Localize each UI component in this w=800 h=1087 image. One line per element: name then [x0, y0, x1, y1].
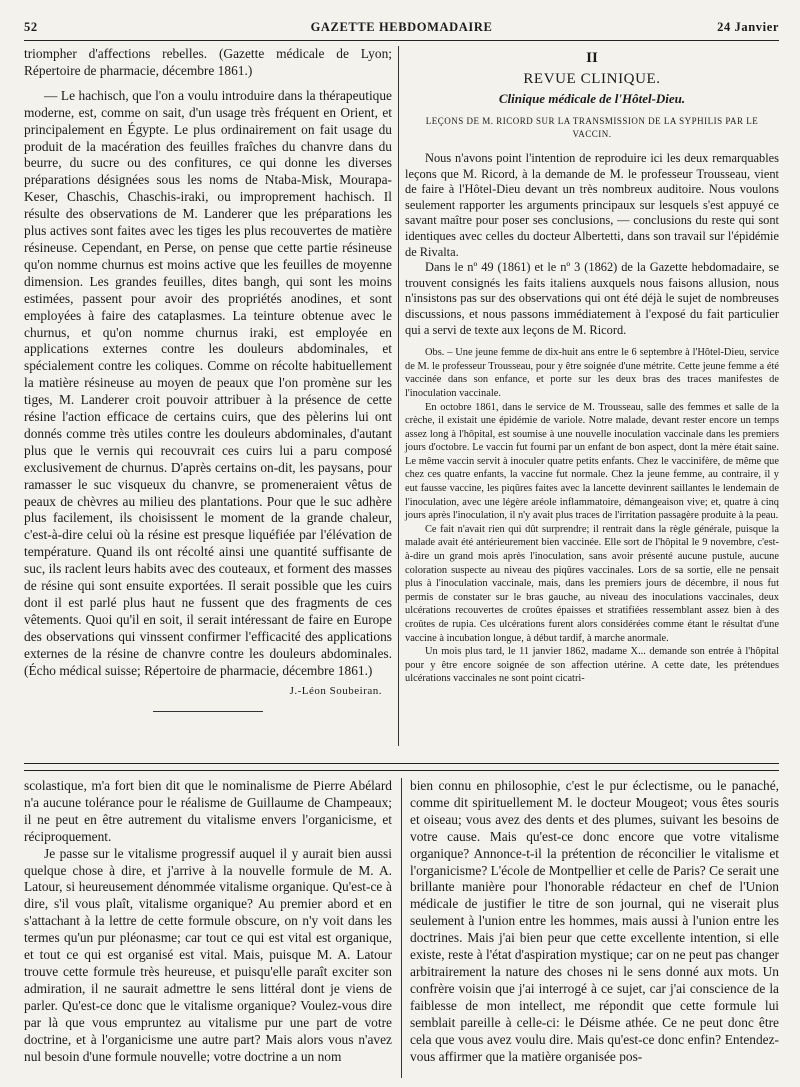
paragraph: Nous n'avons point l'intention de reproduire ici les deux remarquables leçons que M. Ricord, à la demande de M. le professeur Trousseau, vient de faire à l'Hôtel-Dieu devant un très nombreux auditoire. Nous voulons seulement rapporter les arguments principaux sur lesquels s'est appuyé ce savant maître pour poser ses conclusions, — conclusions du reste qui sont identiques avec celles du docteur Albertetti, dans son travail sur l'épidémie de Rivalta.	[405, 151, 779, 259]
section-number: II	[586, 50, 598, 66]
paragraph: Dans le nº 49 (1861) et le nº 3 (1862) de la Gazette hebdomadaire, se trouvent consignés les faits italiens auxquels nous faisons allusion, nous n'insistons pas sur des observations qui ont été déjà le sujet de nombreuses discussions, et nous passons immédiatement à l'exposé du fait particulier qui a servi de texte aux leçons de M. Ricord.	[405, 260, 779, 337]
hachisch-article: — Le hachisch, que l'on a voulu introduire dans la thérapeutique moderne, est, comme on sait, d'un usage très fréquent en Orient, et principalement en Égypte. Le plus ordinairement on fait usage du produit de la macération des feuilles fraîches du chanvre dans du beurre, du sucre ou des confitures, ce qui donne les diverses préparations désignées sous les noms de Ntaba-Misk, Mourapa-Keser, Chaschis, Chaschis-iraki, ou improprement hachisch. Il résulte des observations de M. Landerer que les préparations les plus actives sont faites avec les tiges les plus recouvertes de matière résineuse. Cependant, en Perse, on pense que cette partie résineuse qu'on nomme churnus est moins active que les feuilles de moyenne dimension. Les grandes feuilles, dites bangh, qui sont les moins estimées, passent pour avoir des propriétés anodines, et sont employées à faire des cataplasmes. La teinture obtenue avec le churnus, et qu'on nomme churnus iraki, est employée en applications externes contre les douleurs abdominales, et spécialement contre les coliques. Comme on récolte habituellement la matière résineuse au moyen de peaux que l'on promène sur les tiges, M. Landerer croit pouvoir attribuer à la présence de cette résine l'action efficace de certains cuirs, que des pèlerins lui ont donnés comme très utiles contre les douleurs abdominales, d'autant plus que le vernis qui recouvrait ces cuirs lui a paru composé exclusivement de churnus. D'après certains on-dit, les paysans, pour ramasser le suc visqueux du chanvre, se promeneraient vêtus de peaux de chèvres au milieu des plantations. Pour que le suc adhère plus facilement, ils choisissent le moment de la grande chaleur, c'est-à-dire celui où la résine est presque liquéfiée par l'élévation de température. Quand ils ont récolté ainsi une quantité suffisante de suc, ils raclent leurs habits avec des couteaux, et forment des masses de résine qui sont ensuite exportées. Il serait possible que les cuirs dont il est parlé plus haut ne fussent que des fragments de ces vêtements. Quoi qu'il en soit, il serait intéressant de faire en Europe des observations qui vinssent confirmer l'efficacité des applications externes de la résine de chanvre contre les douleurs abdominales. (Écho médical suisse; Répertoire de pharmacie, décembre 1861.)	[24, 87, 392, 678]
paragraph: Je passe sur le vitalisme progressif auquel il y aurait bien aussi quelque chose à dire, et j'arrive à la nouvelle formule de M. A. Latour, si heureusement dénommée vitalisme organique. Qu'est-ce à dire, s'il vous plaît, vitalisme organique? Au premier abord et en s'attachant à la lettre de cette formule obscure, on n'y voit dans les termes qu'un pur pléonasme; car tout ce qui est vital est organique, et tout ce qui est organisé est vital. Mais, puisque M. A. Latour trouve cette formule très heureuse, et puisqu'elle paraît exciter son admiration, il ne saurait admettre le sens littéral dont je viens de parler. Qu'est-ce donc que le vitalisme organique? Voulez-vous dire par là que vous empruntez au vitalisme pur une part de votre doctrine, et à l'organicisme une autre part? Mais alors vous n'avez nul besoin d'une formule nouvelle; votre doctrine a un nom	[24, 845, 392, 1064]
paragraph: bien connu en philosophie, c'est le pur éclectisme, ou le panaché, comme dit spirituellement M. le docteur Mougeot; vous êtes souris et oiseau; vous avez des dents et des plumes, suivant les besoins de votre cause. Mais qu'est-ce donc encore que votre vitalisme organique? Annonce-t-il la prétention de réconcilier le vitalisme et l'organicisme? L'école de Montpellier et celle de Paris? Ce serait une brillante manière pour l'honorable rédacteur en chef de l'Union médicale de justifier le titre de son journal, qui ne viserait plus seulement à l'union entre les hommes, mais aussi à l'union entre les doctrines. Mais j'ai bien peur que cette excellente intention, si elle existe, reste à l'état d'aspiration mystique; car on ne peut pas changer arbitrairement la nature des choses ni le sens donné aux mots. Un confrère voisin que j'ai interrogé à ce sujet, car j'ai conscience de la faiblesse de mon intellect, me répondit que cette formule lui semblait pareille à celle-ci: le Déisme athée. Ce ne peut donc être cela que vous avez voulu dire. Mais qu'est-ce donc enfin? Entendez-vous affirmer que la matière organisée pos-	[410, 778, 779, 1064]
section-divider	[24, 763, 779, 764]
upper-right-column	[405, 46, 779, 686]
lecture-heading: LEÇONS DE M. RICORD SUR LA TRANSMISSION DE LA SYPHILIS PAR LE VACCIN.	[425, 116, 759, 139]
observation-paragraph: En octobre 1861, dans le service de M. Trousseau, salle des femmes et salle de la crèche, il existait une épidémie de variole. Notre malade, devant rester encore un temps assez long à l'hôpital, est soumise à une nouvelle inoculation vaccinale dans les premiers jours d'octobre. Le vaccin fut fourni par un enfant de bon aspect, dont la mère était saine. Le même vaccin servit à inoculer quatre petits enfants. Chez le vaccinifère, de même que chez ces quatre enfants, la vaccine fut normale. Chez la jeune femme, au contraire, il y eut fausse vaccine, les piqûres faites avec la lancette devinrent saillantes le lendemain de l'inoculation, avec une légère aréole inflammatoire, démangeaison vive; et, quatre à cinq jours après l'inoculation, il n'y avait plus traces de l'irritation passagère produite à la peau.	[405, 401, 779, 522]
lower-right-column	[410, 778, 779, 1065]
lower-left-column	[24, 778, 392, 1065]
section-title: REVUE CLINIQUE.	[523, 71, 661, 87]
column-divider	[398, 46, 399, 746]
feuilleton-section	[24, 778, 779, 1078]
page-number: 52	[24, 20, 38, 34]
issue-date: 24 Janvier	[717, 20, 779, 34]
observation-paragraph: Obs. – Une jeune femme de dix-huit ans entre le 6 septembre à l'Hôtel-Dieu, service de M. le professeur Trousseau, pour y être soignée d'une métrite. Cette jeune femme a été vaccinée dans son enfance, et porte sur les deux bras des traces manifestes de l'inoculation vaccinale.	[405, 347, 779, 399]
newspaper-page	[24, 18, 779, 1078]
paragraph: scolastique, m'a fort bien dit que le nominalisme de Pierre Abélard n'a aucune tolérance pour le réalisme de Guillaume de Champeaux; il ne peut en être autrement du vitalisme envers l'organicisme, et réciproquement.	[24, 778, 392, 844]
author-signature: J.-Léon Soubeiran.	[289, 684, 382, 697]
observation-paragraph: Un mois plus tard, le 11 janvier 1862, madame X... demande son entrée à l'hôpital pour y être encore soignée de son affection utérine. A cette date, les prétendues ulcérations vaccinales ne sont point cicatri-	[405, 646, 779, 685]
section-subtitle: Clinique médicale de l'Hôtel-Dieu.	[498, 91, 686, 106]
divider	[153, 711, 263, 712]
section-divider	[24, 770, 779, 771]
observation-paragraph: Ce fait n'avait rien qui dût surprendre; il rentrait dans la règle générale, puisque la malade avait été antérieurement bien vaccinée. Elle sort de l'hôpital le 9 novembre, c'est-à-dire un grand mois après l'inoculation, sans avoir présenté aucune pustule, aucune coloration suspecte au niveau des piqûres vaccinales. Lors de sa sortie, elle ne pensait plus à l'inoculation vaccinale, mais, dans les premiers jours de décembre, il nous fut permis de constater sur le bras gauche, au niveau des inoculations vaccinales, deux ulcérations recouvertes de croûtes épaisses et stratifiées ressemblant assez bien à des croûtes de rupia. Ces ulcérations furent alors considérées comme étant le résultat d'une vaccine à incubation longue, à début tardif, à marche anormale.	[405, 523, 779, 644]
upper-left-column	[24, 46, 392, 712]
gazette-title: GAZETTE HEBDOMADAIRE	[310, 20, 493, 34]
paragraph: triompher d'affections rebelles. (Gazette médicale de Lyon; Répertoire de pharmacie, décembre 1861.)	[24, 46, 392, 78]
upper-section	[24, 46, 779, 786]
column-divider	[401, 778, 402, 1078]
page-header	[24, 18, 779, 41]
